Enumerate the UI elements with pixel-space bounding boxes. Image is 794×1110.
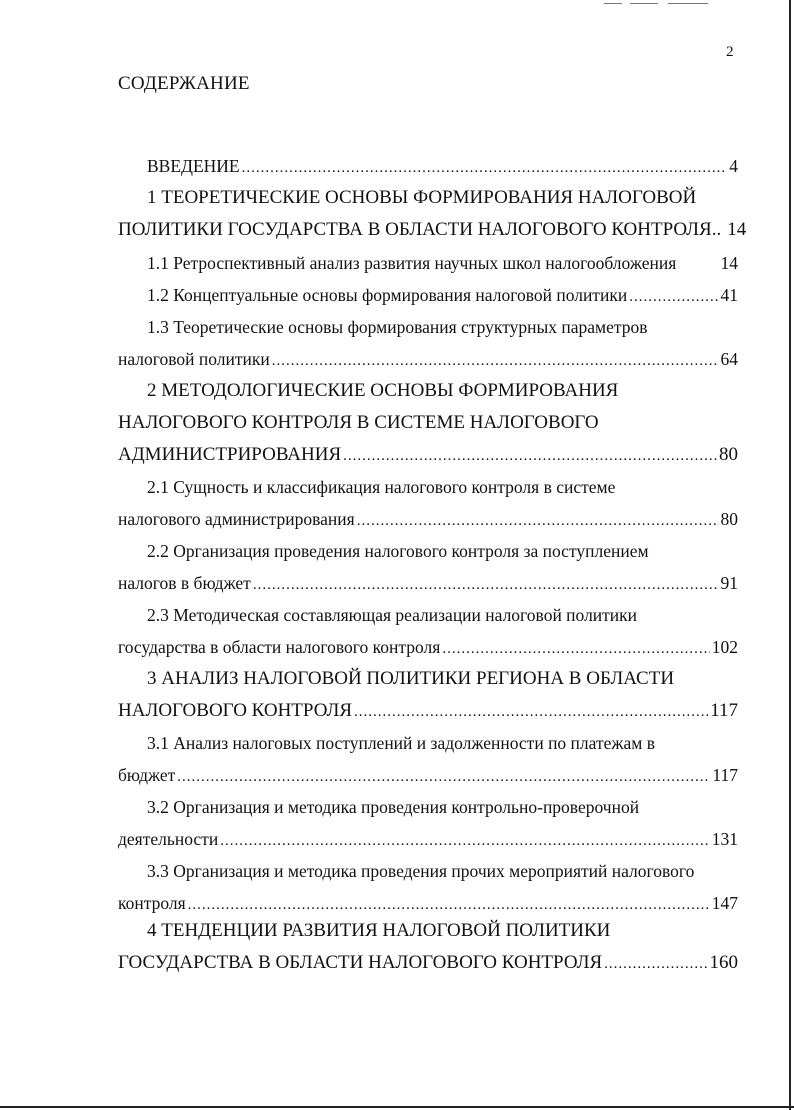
toc-chapter-2-line-1[interactable]: 2 МЕТОДОЛОГИЧЕСКИЕ ОСНОВЫ ФОРМИРОВАНИЯ <box>147 380 619 401</box>
toc-leader-dots <box>442 637 709 661</box>
toc-entry-label: налогов в бюджет <box>118 573 251 593</box>
page-title: СОДЕРЖАНИЕ <box>118 73 250 94</box>
toc-leader-dots <box>220 829 710 853</box>
toc-entry-intro[interactable] <box>147 154 738 180</box>
toc-page-number: 14 <box>727 219 747 240</box>
toc-leader-dots <box>177 765 710 789</box>
toc-page-number: 131 <box>711 829 738 849</box>
page-number: 2 <box>726 44 734 60</box>
toc-entry-label: контроля <box>118 893 186 913</box>
toc-page-number: 41 <box>720 285 738 305</box>
toc-section-2-2-line-2[interactable] <box>118 571 738 597</box>
toc-page-number: 64 <box>720 349 738 369</box>
toc-leader-dots <box>188 893 710 917</box>
toc-entry-label: ГОСУДАРСТВА В ОБЛАСТИ НАЛОГОВОГО КОНТРОЛЯ <box>118 952 603 973</box>
toc-chapter-1-line-1[interactable]: 1 ТЕОРЕТИЧЕСКИЕ ОСНОВЫ ФОРМИРОВАНИЯ НАЛОГОВОЙ <box>147 187 697 208</box>
toc-chapter-2-line-2[interactable]: НАЛОГОВОГО КОНТРОЛЯ В СИСТЕМЕ НАЛОГОВОГО <box>118 412 599 433</box>
toc-section-2-2-line-1[interactable]: 2.2 Организация проведения налогового контроля за поступлением <box>147 541 649 561</box>
toc-chapter-4-line-1[interactable]: 4 ТЕНДЕНЦИИ РАЗВИТИЯ НАЛОГОВОЙ ПОЛИТИКИ <box>147 920 611 941</box>
toc-page-number: 102 <box>711 637 738 657</box>
scan-edge-bottom <box>0 1106 794 1108</box>
toc-entry-label: 1.2 Концептуальные основы формирования налоговой политики <box>147 285 628 305</box>
toc-section-3-3-line-1[interactable]: 3.3 Организация и методика проведения прочих мероприятий налогового <box>147 861 695 881</box>
scan-edge-right <box>789 0 791 1110</box>
toc-page-number: 91 <box>720 573 738 593</box>
toc-section-2-3-line-1[interactable]: 2.3 Методическая составляющая реализации налоговой политики <box>147 605 638 625</box>
toc-page-number: 147 <box>711 893 738 913</box>
toc-page-number: 80 <box>720 509 738 529</box>
toc-entry-label: налогового администрирования <box>118 509 355 529</box>
toc-chapter-3-line-1[interactable]: 3 АНАЛИЗ НАЛОГОВОЙ ПОЛИТИКИ РЕГИОНА В ОБЛАСТИ <box>147 668 675 689</box>
toc-entry-label: ПОЛИТИКИ ГОСУДАРСТВА В ОБЛАСТИ НАЛОГОВОГО КОНТРОЛЯ.. <box>118 219 722 240</box>
toc-section-2-1-line-2[interactable] <box>118 507 738 533</box>
toc-chapter-2-line-3[interactable] <box>118 443 738 468</box>
toc-entry-label: государства в области налогового контроля <box>118 637 441 657</box>
toc-entry-label: НАЛОГОВОГО КОНТРОЛЯ <box>118 700 353 721</box>
toc-leader-dots <box>253 573 719 597</box>
toc-leader-dots <box>354 700 708 724</box>
toc-section-3-1-line-1[interactable]: 3.1 Анализ налоговых поступлений и задолженности по платежам в <box>147 733 655 753</box>
toc-entry-label: бюджет <box>118 765 176 785</box>
toc-page-number: 14 <box>720 253 738 273</box>
toc-section-3-1-line-2[interactable] <box>118 763 738 789</box>
toc-leader-dots <box>242 156 728 180</box>
toc-leader-dots <box>343 444 717 468</box>
toc-section-1-2[interactable] <box>147 283 738 309</box>
toc-page-number: 80 <box>719 444 738 465</box>
scan-edge-top-mark <box>604 3 622 4</box>
toc-section-3-3-line-2[interactable] <box>118 891 738 917</box>
toc-leader-dots <box>357 509 719 533</box>
toc-section-1-3-line-1[interactable]: 1.3 Теоретические основы формирования структурных параметров <box>147 317 648 337</box>
toc-section-1-1[interactable] <box>147 251 738 275</box>
scan-edge-top-mark <box>668 3 708 4</box>
toc-entry-label: АДМИНИСТРИРОВАНИЯ <box>118 444 342 465</box>
toc-leader-dots <box>629 285 718 309</box>
toc-page-number: 117 <box>712 765 738 785</box>
toc-section-3-2-line-1[interactable]: 3.2 Организация и методика проведения контрольно-проверочной <box>147 797 640 817</box>
toc-page-number: 4 <box>729 156 738 176</box>
toc-chapter-3-line-2[interactable] <box>118 699 738 724</box>
toc-page-number: 160 <box>709 952 738 973</box>
toc-chapter-4-line-2[interactable] <box>118 951 738 976</box>
toc-entry-label: налоговой политики <box>118 349 270 369</box>
toc-section-2-1-line-1[interactable]: 2.1 Сущность и классификация налогового контроля в системе <box>147 477 616 497</box>
scan-edge-top-mark <box>630 3 658 4</box>
toc-page-number: 117 <box>710 700 738 721</box>
toc-section-3-2-line-2[interactable] <box>118 827 738 853</box>
toc-section-1-3-line-2[interactable] <box>118 347 738 373</box>
toc-chapter-1-line-2[interactable] <box>118 218 747 242</box>
toc-entry-label: ВВЕДЕНИЕ <box>147 156 240 176</box>
toc-entry-label: 1.1 Ретроспективный анализ развития научных школ налогообложения <box>147 253 677 273</box>
toc-leader-dots <box>604 952 707 976</box>
toc-section-2-3-line-2[interactable] <box>118 635 738 661</box>
toc-entry-label: деятельности <box>118 829 219 849</box>
toc-leader-dots <box>272 349 719 373</box>
